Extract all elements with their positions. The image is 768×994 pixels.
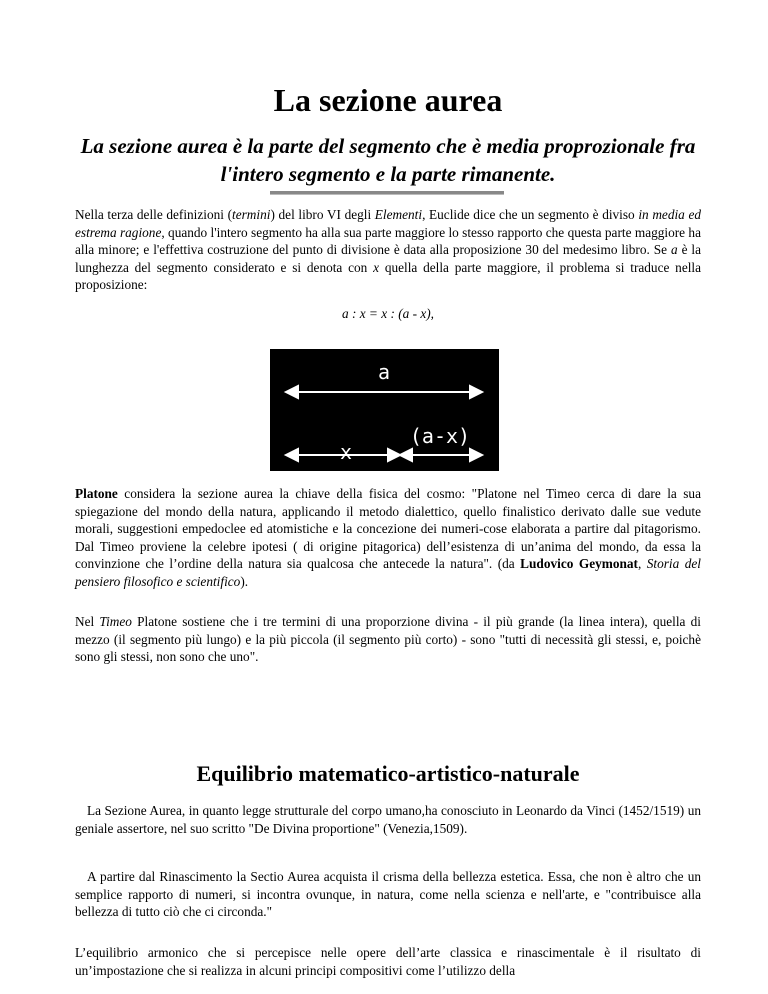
text: ). [240,573,249,589]
text: quella della parte maggiore, il problema si traduce nella proposizione: [75,259,702,293]
text-bold: Ludovico Geymonat [520,556,638,572]
paragraph-equilibrio: L’equilibrio armonico che si percepisce nelle opere dell’arte classica e rinascimentale è il risultato di un’impostazione che si realizza in alcuni principi compositivi come l’utilizzo della [75,945,701,978]
text-italic: termini [232,207,271,222]
formula: a : x = x : (a - x), [341,306,435,321]
paragraph-timeo [75,613,701,666]
arrow-left-icon [286,386,298,398]
paragraph-leonardo: La Sezione Aurea, in quanto legge strutturale del corpo umano,ha conosciuto in Leonardo da Vinci (1452/1519) un geniale assertore, nel suo scritto "De Divina proportione" (Venezia,1509). [75,803,701,836]
paragraph-rinascimento: A partire dal Rinascimento la Sectio Aurea acquista il crisma della bellezza estetica. Essa, che non è altro che un semplice rapporto di numeri, si incontra ovunque, in natura, come nella scienza e nell'arte, e "contribuisce alla bellezza di tutto ciò che ci circonda." [75,869,701,920]
text: , quando l'intero segmento ha alla sua parte maggiore lo stesso rapporto che questa parte maggiore ha alla minore; e l'effettiva costruzione del punto di divisione è data alla proposizione 30 del medesimo libro. Se [75,224,701,258]
text: considera la sezione aurea la chiave della fisica del cosmo: "Platone nel Timeo cerca di dare la sua spiegazione del mondo della natura, applicando il metodo dialettico, quello finalistico derivato dalle sue vedute morali, suggestioni empedoclee ed atomistiche e la concezione dei numeri-cose elaborata a partire dal pitagorismo. Dal Timeo proviene la celebre ipotesi ( di origine pitagorica) dell’esistenza di un’anima del mondo, da essa la convinzione che l’ordine della natura sia qualcosa che antecede la natura". (da [75,486,701,572]
text: ) del libro VI degli [270,207,375,222]
arrow-right-icon [470,449,482,461]
text-italic: Elementi [374,207,423,222]
text: Nel [75,614,100,629]
text: è la lunghezza del segmento considerato e si denota con [75,242,701,275]
text: , Euclide dice che un segmento è diviso [422,207,639,222]
text-italic: a [670,242,678,258]
text: Platone sostiene che i tre termini di una proporzione divina - il più grande (la linea intera), quella di mezzo (il segmento più lungo) e la più piccola (il segmento più corto) - sono "tutti di necessità gli stessi, e, poichè sono gli stessi, non sono che uno". [75,614,701,665]
text-italic: Timeo [99,614,132,629]
paragraph-euclid [75,206,701,294]
page-subtitle: La sezione aurea è la parte del segmento che è media proprozionale fra l'intero segmento e la parte rimanente. [80,134,696,186]
label-a-minus-x: (a-x) [409,424,471,448]
text-bold: Platone [75,486,118,501]
text: , [637,556,647,572]
horizontal-rule [270,191,504,195]
label-a: a [377,360,391,384]
label-x: x [339,440,353,464]
page-title: La sezione aurea [273,82,503,118]
golden-section-figure [270,349,499,471]
segment-diagram [270,349,499,471]
section-heading: Equilibrio matematico-artistico-naturale [196,761,580,786]
text-italic: in media ed estrema ragione [75,207,701,240]
text-italic: x [373,259,380,275]
arrow-left-icon [286,449,298,461]
arrow-left-icon [400,449,412,461]
paragraph-platone [75,485,701,591]
text-italic: Storia del pensiero filosofico e scientifico [75,556,702,589]
arrow-right-icon [470,386,482,398]
text: Nella terza delle definizioni ( [75,207,233,222]
